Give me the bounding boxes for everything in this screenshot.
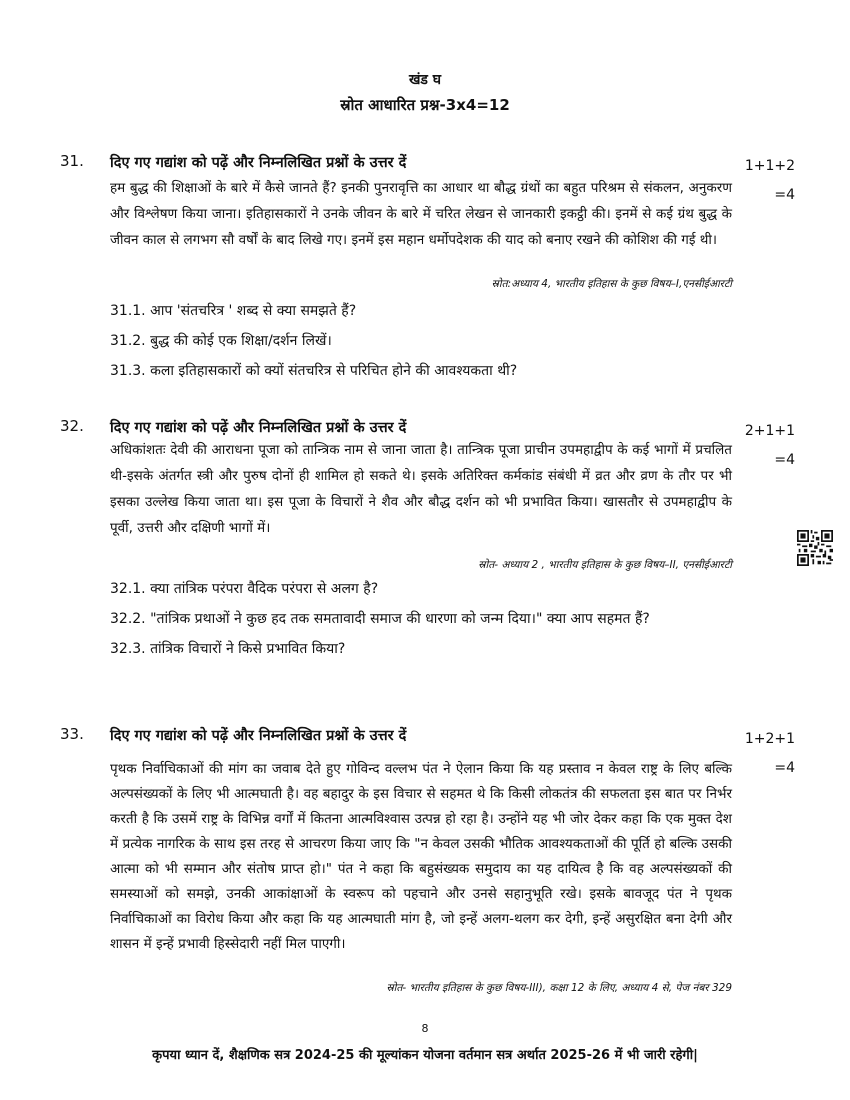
marks-total: =4 xyxy=(774,452,795,468)
passage-source: स्रोत- भारतीय इतिहास के कुछ विषय-III), कक्षा 12 के लिए, अध्याय 4 से, पेज नंबर 329 xyxy=(386,982,732,994)
section-subtitle: स्रोत आधारित प्रश्न-3x4=12 xyxy=(340,96,510,114)
marks-breakdown: 1+1+2 xyxy=(744,158,795,174)
passage: हम बुद्ध की शिक्षाओं के बारे में कैसे जानते हैं? इनकी पुनरावृत्ति का आधार था बौद्ध ग्रंथों का बहुत परिश्रम से संकलन, अनुकरण और विश्लेषण किया जाना। इतिहासकारों ने उनके जीवन के बारे में चरित लेखन से जानकारी इकट्ठी की। इनमें से कई ग्रंथ बुद्ध के जीवन काल से लगभग सौ वर्षों के बाद लिखे गए। इनमें इस महान धर्मोपदेशक की याद को बनाए रखने की कोशिश की गई थी। xyxy=(110,180,732,248)
subquestion: 32.2. "तांत्रिक प्रथाओं ने कुछ हद तक समतावादी समाज की धारणा को जन्म दिया।" क्या आप सहमत हैं? xyxy=(110,611,650,627)
marks-breakdown: 2+1+1 xyxy=(744,423,795,439)
marks-total: =4 xyxy=(774,760,795,776)
qr-code-icon xyxy=(797,530,833,566)
question-31 xyxy=(60,152,795,382)
subquestion: 31.3. कला इतिहासकारों को क्यों संतचरित्र से परिचित होने की आवश्यकता थी? xyxy=(110,363,518,379)
subquestion: 32.1. क्या तांत्रिक परंपरा वैदिक परंपरा से अलग है? xyxy=(110,581,379,597)
footer-note: कृपया ध्यान दें, शैक्षणिक सत्र 2024-25 की मूल्यांकन योजना वर्तमान सत्र अर्थात 2025-26 में भी जारी रहेगी| xyxy=(152,1048,698,1063)
subquestion-list xyxy=(110,298,732,388)
passage: अधिकांशतः देवी की आराधना पूजा को तान्त्रिक नाम से जाना जाता है। तान्त्रिक पूजा प्राचीन उपमहाद्वीप के कई भागों में प्रचलित थी-इसके अंतर्गत स्त्री और पुरुष दोनों ही शामिल हो सकते थे। इसके अतिरिक्त कर्मकांड संबंधी में व्रत और व्रण के तौर पर भी इसका उल्लेख किया जाता था। इस पूजा के विचारों ने शैव और बौद्ध दर्शन को भी प्रभावित किया। खासतौर से उपमहाद्वीप के पूर्वी, उत्तरी और दक्षिणी भागों में। xyxy=(110,442,732,536)
question-number: 31. xyxy=(60,152,84,170)
question-marks xyxy=(735,152,795,210)
subquestion-list xyxy=(110,576,732,666)
question-heading: दिए गए गद्यांश को पढ़ें और निम्नलिखित प्रश्नों के उत्तर दें xyxy=(110,155,407,171)
question-number: 32. xyxy=(60,417,84,435)
marks-breakdown: 1+2+1 xyxy=(744,731,795,747)
subquestion: 31.1. आप 'संतचरित्र ' शब्द से क्या समझते हैं? xyxy=(110,303,357,319)
page-number: 8 xyxy=(421,1022,429,1035)
section-title: खंड घ xyxy=(408,72,442,88)
question-heading: दिए गए गद्यांश को पढ़ें और निम्नलिखित प्रश्नों के उत्तर दें xyxy=(110,728,407,744)
subquestion: 32.3. तांत्रिक विचारों ने किसे प्रभावित किया? xyxy=(110,641,346,657)
passage-source: स्रोत- अध्याय 2 , भारतीय इतिहास के कुछ विषय–II, एनसीईआरटी xyxy=(478,559,732,571)
passage: पृथक निर्वाचिकाओं की मांग का जवाब देते हुए गोविन्द वल्लभ पंत ने ऐलान किया कि यह प्रस्ताव न केवल राष्ट्र के लिए बल्कि अल्पसंख्यकों के लिए भी आत्मघाती है। वह बहादुर के इस विचार से सहमत थे कि किसी लोकतंत्र की सफलता इस बात पर निर्भर करती है कि उसमें राष्ट्र के विभिन्न वर्गों में कितना आत्मविश्वास उत्पन्न हो रहा है। उन्होंने यह भी जोर देकर कहा कि एक मुक्त देश में प्रत्येक नागरिक के साथ इस तरह से आचरण किया जाए कि "न केवल उसकी भौतिक आवश्यकताओं की पूर्ति हो बल्कि उसकी आत्मा को भी सम्मान और संतोष प्राप्त हो।" पंत ने कहा कि बहुसंख्यक समुदाय का यह दायित्व है कि वह अल्पसंख्यकों की समस्याओं को समझे, उनकी आकांक्षाओं के स्वरूप को पहचाने और उनसे सहानुभूति रखे। इसके बावजूद पंत ने पृथक निर्वाचिकाओं का विरोध किया और कहा कि यह आत्मघाती मांग है, जो इन्हें अलग-थलग कर देगी, इन्हें असुरक्षित बना देगी और शासन में इन्हें प्रभावी हिस्सेदारी नहीं मिल पाएगी। xyxy=(110,761,732,952)
marks-total: =4 xyxy=(774,187,795,203)
question-33 xyxy=(60,725,795,1000)
question-number: 33. xyxy=(60,725,84,743)
question-marks xyxy=(735,417,795,475)
question-heading: दिए गए गद्यांश को पढ़ें और निम्नलिखित प्रश्नों के उत्तर दें xyxy=(110,420,407,436)
passage-source: स्रोत:अध्याय 4, भारतीय इतिहास के कुछ विषय–I,एनसीईआरटी xyxy=(491,278,732,290)
question-marks xyxy=(735,725,795,783)
question-32 xyxy=(60,417,795,692)
subquestion: 31.2. बुद्ध की कोई एक शिक्षा/दर्शन लिखें। xyxy=(110,333,332,349)
